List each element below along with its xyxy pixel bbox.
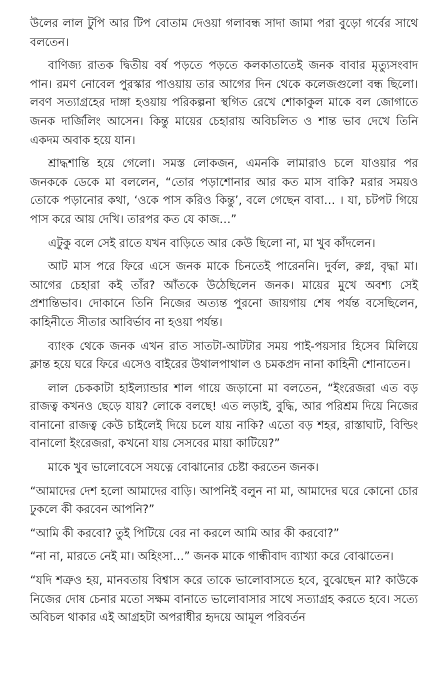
paragraph: “আমাদের দেশ হলো আমাদের বাড়ি। আপনিই বলুন না মা, আমাদের ঘরে কোনো চোর ঢুকলে কী করবেন আপনি?”: [30, 483, 418, 517]
paragraph: বাণিজ্য রাতক দ্বিতীয় বর্ষ পড়তে পড়তে কলকাতাতেই জনক বাবার মৃত্যুসংবাদ পান। রমণ নোবেল পুরস্কার পাওয়ায় তার আগের দিন থেকে কলেজগুলো বন্ধ ছিলো। লবণ সত্যাগ্রহের দাঙ্গা হওয়ায় পরিকল্পনা স্থগিত রেখে শোকাকুল মাকে বল জোগাতে জনক দার্জিলিং আসেন। কিন্তু মায়ের চেহারায় অবিচলিত ও শান্ত ভাব দেখে তিনি একদম অবাক হয়ে যান।: [30, 58, 418, 147]
paragraph: “আমি কী করবো? তুই পিটিয়ে বের না করলে আমি আর কী করবো?”: [30, 525, 340, 540]
paragraph: এটুকু বলে সেই রাতে যখন বাড়িতে আর কেউ ছিলো না, মা খুব কাঁদলেন।: [48, 235, 376, 250]
paragraph: লাল চেককাটা হাইল্যান্ডার শাল গায়ে জড়ানো মা বলতেন, “ইংরেজরা এত বড় রাজত্ব কখনও ছেড়ে যায়? লোকে বলছে! এত লড়াই, বুদ্ধি, আর পরিশ্রম দিয়ে নিজের বানানো রাজত্ব কেউ চাইলেই দিয়ে চলে যায় নাকি? এতো বড় শহর, রাস্তাঘাট, বিল্ডিং বানালো ইংরেজরা, কখনো যায় সেসবের মায়া কাটিয়ে?”: [30, 380, 418, 451]
paragraph: “যদি শত্রুও হয়, মানবতায় বিশ্বাস করে তাকে ভালোবাসতে হবে, বুঝেছেন মা? কাউকে নিজের দোষ চেনার মতো সক্ষম বানাতে ভালোবাসার সাথে সত্যাগ্রহ করতে হবে। সত্যে অবিচল থাকার এই আগ্রহটা অপরাধীর হৃদয়ে আমূল পরিবর্তন: [30, 573, 418, 625]
paragraph: আট মাস পরে ফিরে এসে জনক মাকে চিনতেই পারেননি। দুর্বল, রুগ্ন, বৃদ্ধা মা। আগের চেহারা কই তাঁর? আঁতকে উঠেছিলেন জনক। মায়ের মুখে অবশ্য সেই প্রশান্তিভাব। দোকানে তিনি নিজের অত্যন্ত পুরনো জায়গায় শেষ পর্যন্ত বসেছিলেন, কাহিনীতে সীতার আবির্ভাব না হওয়া পর্যন্ত।: [30, 259, 418, 329]
paragraph: “না না, মারতে নেই মা। অহিংসা…” জনক মাকে গান্ধীবাদ ব্যাখ্যা করে বোঝাতেন।: [30, 549, 394, 564]
paragraph: উলের লাল টুপি আর টিপ বোতাম দেওয়া গলাবন্ধ সাদা জামা পরা বুড়ো গর্বের সাথে বলতেন।: [30, 16, 418, 49]
paragraph: শ্রাদ্ধশান্তি হয়ে গেলো। সমস্ত লোকজন, এমনকি লামারাও চলে যাওয়ার পর জনককে ডেকে মা বললেন, “তোর পড়াশোনার আর কত মাস বাকি? মরার সময়ও তোকে পড়ানোর কথা, ‘ওকে পাস করিও কিন্তু’, বলে গেছেন বাবা… । যা, চটপট গিয়ে পাস করে আয় দেখি। তারপর কত যে কাজ…”: [30, 156, 418, 226]
paragraph: ব্যাংক থেকে জনক এখন রাত সাতটা-আটটার সময় পাই-পয়সার হিসেব মিলিয়ে ক্লান্ত হয়ে ঘরে ফিরে এসেও বাইরের উথালপাথাল ও চমকপ্রদ নানা কাহিনী শোনাতেন।: [30, 338, 418, 372]
paragraph: মাকে খুব ভালোবেসে সযত্নে বোঝানোর চেষ্টা করতেন জনক।: [48, 460, 319, 475]
